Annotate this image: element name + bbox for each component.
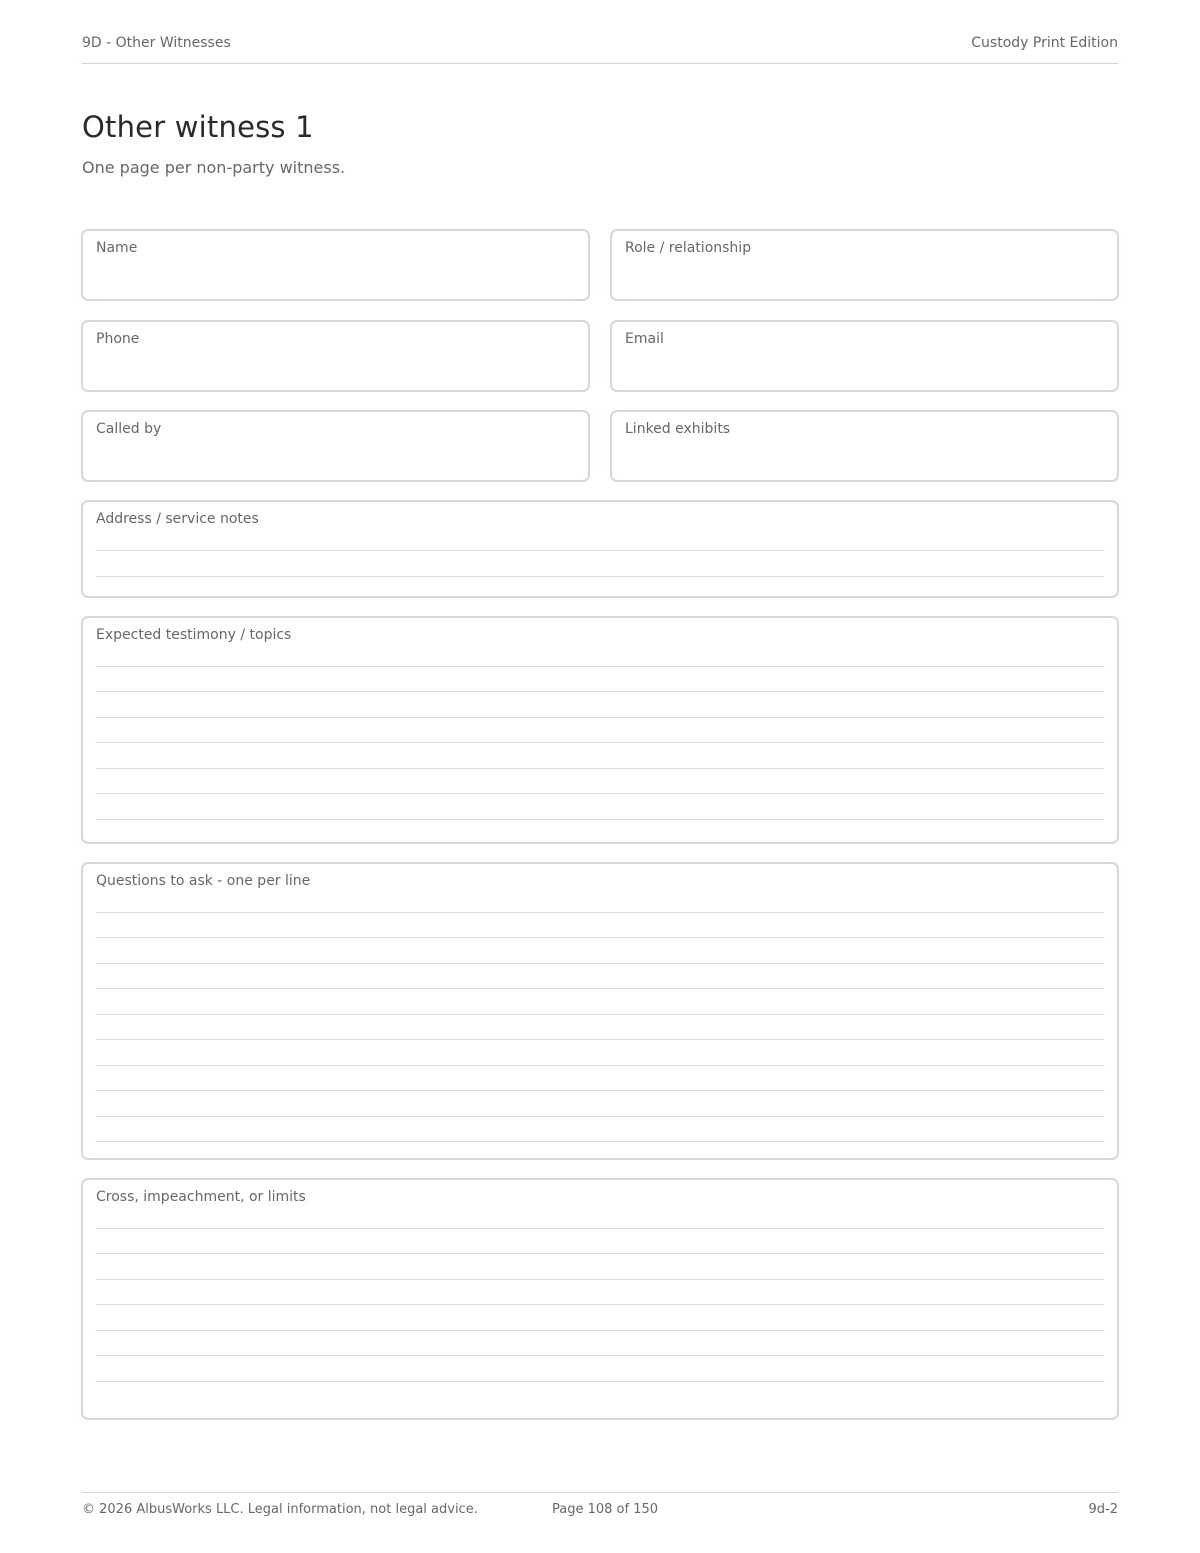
copyright-notice: © 2026 AlbusWorks LLC. Legal information, not legal advice. — [82, 1502, 478, 1517]
writing-line — [96, 1253, 1104, 1254]
page-header — [82, 33, 1118, 64]
writing-line — [96, 1090, 1104, 1091]
email-field[interactable] — [610, 320, 1119, 392]
phone-label: Phone — [96, 331, 140, 347]
writing-line — [96, 666, 1104, 667]
edition-label: Custody Print Edition — [971, 35, 1118, 51]
page-code: 9d-2 — [1088, 1502, 1118, 1517]
linked-exhibits-label: Linked exhibits — [625, 421, 731, 437]
writing-line — [96, 1141, 1104, 1142]
page-subtitle: One page per non-party witness. — [82, 158, 346, 177]
writing-line — [96, 576, 1104, 577]
writing-line — [96, 912, 1104, 913]
page-footer — [82, 1492, 1118, 1523]
writing-line — [96, 793, 1104, 794]
role-relationship-label: Role / relationship — [625, 240, 752, 256]
writing-line — [96, 937, 1104, 938]
cross-impeachment-label: Cross, impeachment, or limits — [96, 1189, 306, 1205]
linked-exhibits-field[interactable] — [610, 410, 1119, 482]
writing-line — [96, 1381, 1104, 1382]
writing-line — [96, 963, 1104, 964]
writing-line — [96, 1279, 1104, 1280]
writing-line — [96, 691, 1104, 692]
writing-line — [96, 1355, 1104, 1356]
writing-line — [96, 988, 1104, 989]
questions-to-ask-label: Questions to ask - one per line — [96, 873, 311, 889]
writing-line — [96, 1304, 1104, 1305]
questions-to-ask-field[interactable] — [81, 862, 1119, 1160]
section-label: 9D - Other Witnesses — [82, 35, 231, 51]
expected-testimony-label: Expected testimony / topics — [96, 627, 292, 643]
name-field[interactable] — [81, 229, 590, 301]
called-by-field[interactable] — [81, 410, 590, 482]
address-service-notes-field[interactable] — [81, 500, 1119, 598]
expected-testimony-field[interactable] — [81, 616, 1119, 844]
name-label: Name — [96, 240, 138, 256]
called-by-label: Called by — [96, 421, 162, 437]
cross-impeachment-field[interactable] — [81, 1178, 1119, 1420]
writing-line — [96, 742, 1104, 743]
phone-field[interactable] — [81, 320, 590, 392]
role-relationship-field[interactable] — [610, 229, 1119, 301]
writing-line — [96, 1065, 1104, 1066]
writing-line — [96, 1014, 1104, 1015]
page-number: Page 108 of 150 — [552, 1502, 659, 1517]
writing-line — [96, 1116, 1104, 1117]
writing-line — [96, 1228, 1104, 1229]
writing-line — [96, 768, 1104, 769]
email-label: Email — [625, 331, 664, 347]
writing-line — [96, 819, 1104, 820]
address-service-notes-label: Address / service notes — [96, 511, 259, 527]
writing-line — [96, 1330, 1104, 1331]
writing-line — [96, 717, 1104, 718]
writing-line — [96, 550, 1104, 551]
writing-line — [96, 1039, 1104, 1040]
page-title: Other witness 1 — [82, 110, 314, 144]
